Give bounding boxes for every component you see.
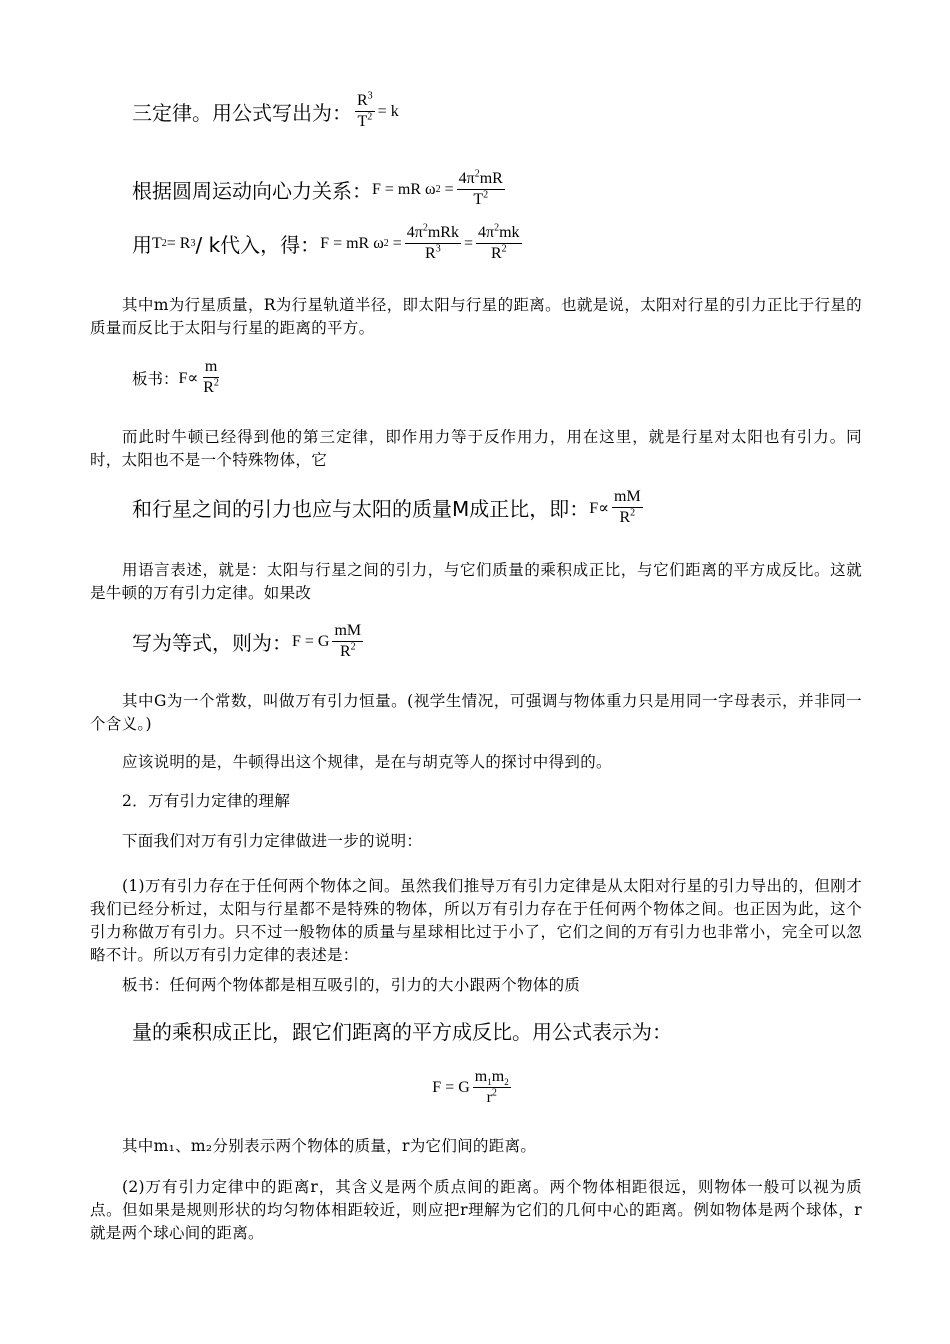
mass-proportional-text: 和行星之间的引力也应与太阳的质量M成正比，即： bbox=[132, 497, 590, 521]
kepler-fraction bbox=[355, 92, 375, 131]
substitution-num2-exp: 2 bbox=[494, 222, 500, 234]
equation-line bbox=[132, 622, 366, 661]
substitution-fraction-2 bbox=[476, 224, 522, 263]
substitution-num2: 4π bbox=[478, 224, 495, 241]
kepler-num-exp: 3 bbox=[367, 90, 373, 102]
board-note-2: 板书：任何两个物体都是相互吸引的，引力的大小跟两个物体的质 bbox=[122, 976, 581, 994]
product-law-text: 量的乘积成正比，跟它们距离的平方成反比。用公式表示为： bbox=[132, 1020, 672, 1044]
gravitation-formula bbox=[0, 1068, 950, 1107]
mass-proportional-f: F∝ bbox=[589, 499, 609, 517]
centripetal-den: T bbox=[473, 191, 484, 208]
substitution-eq2: = bbox=[463, 234, 474, 252]
gravitation-formula-fraction bbox=[473, 1068, 511, 1107]
kepler-rhs: = k bbox=[377, 102, 399, 120]
centripetal-prefix: 根据圆周运动向心力关系： bbox=[132, 179, 372, 203]
equation-line-f: F = G bbox=[292, 632, 330, 650]
substitution-num1: 4π bbox=[406, 224, 423, 241]
gravitation-den-exp: 2 bbox=[491, 1087, 497, 1099]
board-note-1-formula bbox=[179, 358, 224, 397]
equation-line-den-exp: 2 bbox=[350, 641, 356, 653]
paragraph-9: (2)万有引力定律中的距离r，其含义是两个质点间的距离。两个物体相距很远，则物体一般可以视为质点。但如果是规则形状的均匀物体相距较近，则应把r理解为它们的几何中心的距离。例如物体是两个球体，r就是两个球心间的距离。 bbox=[90, 1178, 862, 1242]
board-note-1-den: R bbox=[203, 379, 214, 396]
substitution-num1-exp: 2 bbox=[422, 222, 428, 234]
mass-proportional-formula bbox=[589, 488, 645, 527]
substitution-eq: = bbox=[392, 234, 402, 252]
equation-line-fraction bbox=[332, 622, 363, 661]
paragraph-2: 而此时牛顿已经得到他的第三定律，即作用力等于反作用力，用在这里，就是行星对太阳也有引力。同时，太阳也不是一个特殊物体，它 bbox=[90, 428, 862, 469]
substitution-num1-tail: mRk bbox=[427, 224, 459, 241]
board-note-1-f: F∝ bbox=[178, 369, 199, 387]
section-heading-2: 2．万有引力定律的理解 bbox=[122, 792, 291, 810]
centripetal-omega: ω bbox=[425, 180, 436, 198]
paragraph-3: 用语言表述，就是：太阳与行星之间的引力，与它们质量的乘积成正比，与它们距离的平方成反比。这就是牛顿的万有引力定律。如果改 bbox=[90, 561, 862, 602]
equation-line-den: R bbox=[339, 643, 351, 660]
board-note-1-fraction bbox=[201, 358, 221, 397]
gravitation-m2: m bbox=[491, 1068, 505, 1085]
gravitation-den: r bbox=[486, 1089, 492, 1106]
board-note-1-den-exp: 2 bbox=[213, 377, 219, 389]
equation-line-text: 写为等式，则为： bbox=[132, 631, 292, 655]
board-note-1 bbox=[132, 358, 224, 397]
equation-line-formula bbox=[292, 622, 366, 661]
substitution-mid: = R bbox=[166, 234, 191, 252]
substitution-den2-exp: 2 bbox=[501, 243, 507, 255]
kepler-den: T bbox=[357, 113, 368, 130]
centripetal-num: 4π bbox=[458, 170, 475, 187]
substitution-den2: R bbox=[490, 245, 502, 262]
paragraph-5: 应该说明的是，牛顿得出这个规律，是在与胡克等人的探讨中得到的。 bbox=[122, 753, 612, 771]
gravitation-m2-sub: 2 bbox=[504, 1077, 509, 1088]
mass-proportional-den-exp: 2 bbox=[630, 507, 636, 519]
centripetal-num-tail: mR bbox=[479, 170, 503, 187]
centripetal-den-exp: 2 bbox=[483, 189, 489, 201]
gravitation-m1: m bbox=[474, 1068, 488, 1085]
mass-proportional-fraction bbox=[612, 488, 643, 527]
paragraph-6: 下面我们对万有引力定律做进一步的说明： bbox=[122, 832, 423, 850]
kepler-formula bbox=[352, 92, 399, 131]
kepler-num: R bbox=[357, 92, 368, 109]
kepler-law-line bbox=[132, 92, 399, 131]
substitution-fraction-1 bbox=[405, 224, 461, 263]
substitution-den1-exp: 3 bbox=[435, 243, 441, 255]
mass-proportional-num: mM bbox=[612, 488, 643, 508]
kepler-law-prefix: 三定律。用公式写出为： bbox=[132, 101, 352, 125]
centripetal-fraction bbox=[457, 170, 505, 209]
substitution-result: F = mR ω 2 = $\frac{4\pi^2mRk}{R^3}$ = $\frac{4\pi^2mk}{R^2}$ bbox=[320, 222, 520, 262]
paragraph-8: 其中m₁、m₂分别表示两个物体的质量，r为它们间的距离。 bbox=[122, 1137, 537, 1155]
centripetal-eq: = bbox=[444, 180, 454, 198]
paragraph-4: 其中G为一个常数，叫做万有引力恒量。(视学生情况，可强调与物体重力只是用同一字母表示，并非同一个含义。) bbox=[90, 692, 862, 733]
substitution-prefix: 用 bbox=[132, 233, 152, 257]
substitution-lhs: F = mR bbox=[320, 234, 370, 252]
centripetal-formula: F = mR ω 2 = $\frac{4\pi^2mR}{T^2}$ bbox=[372, 168, 503, 208]
paragraph-1: 其中m为行星质量，R为行星轨道半径，即太阳与行星的距离。也就是说，太阳对行星的引力正比于行星的质量而反比于太阳与行星的距离的平方。 bbox=[90, 296, 862, 337]
gravitation-m1-sub: 1 bbox=[487, 1077, 492, 1088]
centripetal-num-exp: 2 bbox=[474, 168, 480, 180]
mass-proportional-den: R bbox=[619, 509, 631, 526]
substitution-formula: T 2 = R 3 bbox=[152, 234, 196, 252]
mass-proportional-line bbox=[132, 488, 646, 527]
centripetal-line bbox=[132, 170, 508, 209]
substitution-omega: ω bbox=[373, 234, 384, 252]
board-note-1-prefix: 板书： bbox=[132, 369, 179, 388]
product-law-line bbox=[132, 1016, 672, 1045]
gravitation-formula-f: F = G bbox=[432, 1078, 470, 1096]
substitution-t: T bbox=[152, 234, 162, 252]
equation-line-num: mM bbox=[332, 622, 363, 642]
paragraph-7: (1)万有引力存在于任何两个物体之间。虽然我们推导万有引力定律是从太阳对行星的引力导出的，但刚才我们已经分析过，太阳与行星都不是特殊的物体，所以万有引力存在于任何两个物体之间。也正因为此，这个引力称做万有引力。只不过一般物体的质量与星球相比过于小了，它们之间的万有引力也非常小，完全可以忽略不计。所以万有引力定律的表述是： bbox=[90, 877, 862, 964]
substitution-num2-tail: mk bbox=[499, 224, 520, 241]
centripetal-lhs: F = mR bbox=[372, 180, 422, 198]
board-note-1-num: m bbox=[203, 358, 219, 378]
substitution-tail: / k代入，得： bbox=[195, 233, 321, 257]
kepler-den-exp: 2 bbox=[367, 111, 373, 123]
substitution-den1: R bbox=[425, 245, 436, 262]
substitution-line bbox=[132, 224, 525, 263]
